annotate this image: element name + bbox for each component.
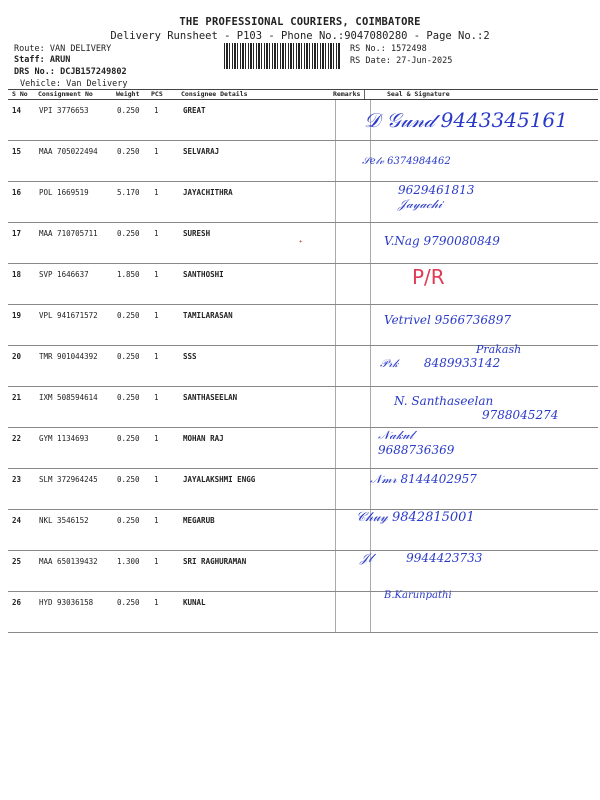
- rs-date-value: 27-Jun-2025: [396, 56, 453, 66]
- row-remarks: [336, 223, 371, 264]
- remark-row-18: P/R: [412, 265, 445, 289]
- name-row-26: B.Karunpathi: [384, 590, 452, 601]
- phone-row-23: 8144402957: [400, 472, 477, 486]
- row-remarks: [336, 100, 371, 141]
- col-details: Consignee Details: [181, 90, 248, 98]
- signature-row-20: Prakash 𝒫𝓇𝓀 8489933142: [380, 343, 522, 370]
- row-consignee-details: SSS: [183, 346, 336, 387]
- route-value: VAN DELIVERY: [49, 44, 112, 54]
- row-consignee-details: MEGARUB: [183, 510, 336, 551]
- signature-row-15: 𝒮𝑒𝓁𝓋 6374984462: [362, 156, 451, 167]
- row-sno: 21: [8, 387, 39, 428]
- row-signature: [371, 100, 599, 141]
- col-sno: S No: [12, 90, 28, 98]
- row-consignee-details: JAYACHITHRA: [183, 182, 336, 223]
- row-pcs: 1: [154, 100, 183, 141]
- row-signature: [371, 551, 599, 592]
- row-consignment-no: NKL 3546152: [39, 510, 117, 551]
- row-pcs: 1: [154, 223, 183, 264]
- row-remarks: [336, 387, 371, 428]
- col-consignment: Consignment No: [38, 90, 93, 98]
- row-consignment-no: IXM 508594614: [39, 387, 117, 428]
- table-row: [8, 141, 598, 182]
- row-consignment-no: VPI 3776653: [39, 100, 117, 141]
- row-signature: [371, 141, 599, 182]
- row-remarks: [336, 551, 371, 592]
- row-signature: [371, 264, 599, 305]
- table-row: [8, 100, 598, 141]
- stray-mark: ⁺: [298, 239, 304, 249]
- row-remarks: [336, 469, 371, 510]
- row-consignee-details: SANTHOSHI: [183, 264, 336, 305]
- phone-row-21: 9788045274: [482, 408, 559, 422]
- rs-date-label: RS Date:: [350, 56, 391, 66]
- row-consignment-no: GYM 1134693: [39, 428, 117, 469]
- phone-row-22: 9688736369: [378, 443, 455, 457]
- document-title: THE PROFESSIONAL COURIERS, COIMBATORE: [179, 16, 421, 28]
- row-sno: 18: [8, 264, 39, 305]
- row-sno: 15: [8, 141, 39, 182]
- vehicle-label: Vehicle:: [20, 79, 61, 89]
- row-pcs: 1: [154, 592, 183, 633]
- col-pcs: PCS: [151, 90, 163, 98]
- row-weight: 0.250: [117, 469, 154, 510]
- col-divider: [364, 90, 365, 99]
- row-pcs: 1: [154, 387, 183, 428]
- row-sno: 23: [8, 469, 39, 510]
- signature-row-22: 𝒩𝒶𝓀𝓊𝓁 9688736369: [378, 428, 455, 457]
- rs-date-line: [350, 56, 452, 66]
- row-consignee-details: SRI RAGHURAMAN: [183, 551, 336, 592]
- row-weight: 0.250: [117, 428, 154, 469]
- row-pcs: 1: [154, 264, 183, 305]
- row-consignee-details: KUNAL: [183, 592, 336, 633]
- row-pcs: 1: [154, 551, 183, 592]
- barcode: [224, 43, 340, 69]
- table-row: [8, 551, 598, 592]
- row-weight: 5.170: [117, 182, 154, 223]
- name-row-21: N. Santhaseelan: [394, 394, 494, 408]
- phone-row-15: 6374984462: [387, 156, 451, 167]
- name-row-20: Prakash: [476, 343, 522, 356]
- table-row: [8, 305, 598, 346]
- row-consignee-details: MOHAN RAJ: [183, 428, 336, 469]
- route-label: Route:: [14, 44, 45, 54]
- col-weight: Weight: [116, 90, 140, 98]
- row-weight: 0.250: [117, 387, 154, 428]
- row-sno: 19: [8, 305, 39, 346]
- row-consignment-no: MAA 710705711: [39, 223, 117, 264]
- vehicle-value: Van Delivery: [66, 79, 128, 89]
- phone-row-20: 8489933142: [423, 356, 501, 370]
- phone-row-17: 9790080849: [423, 234, 500, 248]
- row-pcs: 1: [154, 428, 183, 469]
- row-consignee-details: SURESH: [183, 223, 336, 264]
- table-row: [8, 387, 598, 428]
- row-pcs: 1: [154, 182, 183, 223]
- row-weight: 0.250: [117, 346, 154, 387]
- row-remarks: [336, 264, 371, 305]
- row-sno: 14: [8, 100, 39, 141]
- row-signature: [371, 510, 599, 551]
- signature-row-16: 9629461813 𝒥𝒶𝓎𝒶𝒸𝒽𝒾: [398, 183, 475, 211]
- row-signature: [371, 182, 599, 223]
- document-subtitle: Delivery Runsheet - P103 - Phone No.:9047080280 - Page No.:2: [110, 30, 490, 42]
- row-consignment-no: TMR 901044392: [39, 346, 117, 387]
- row-weight: 1.300: [117, 551, 154, 592]
- row-signature: [371, 305, 599, 346]
- row-consignee-details: GREAT: [183, 100, 336, 141]
- table-row: [8, 264, 598, 305]
- row-weight: 1.850: [117, 264, 154, 305]
- signature-row-19: Vetrivel 9566736897: [384, 313, 511, 327]
- row-remarks: [336, 510, 371, 551]
- row-sno: 26: [8, 592, 39, 633]
- signature-row-14: 𝒟 𝒢𝓊𝓃𝒹 9443345161: [364, 108, 568, 132]
- row-signature: [371, 387, 599, 428]
- phone-row-24: 9842815001: [391, 510, 475, 525]
- rs-no-label: RS No.:: [350, 44, 386, 54]
- row-remarks: [336, 141, 371, 182]
- signature-row-17: V.Nag 9790080849: [384, 234, 500, 248]
- row-weight: 0.250: [117, 141, 154, 182]
- delivery-table: [8, 100, 598, 633]
- row-consignment-no: MAA 705022494: [39, 141, 117, 182]
- row-sno: 25: [8, 551, 39, 592]
- table-row: [8, 469, 598, 510]
- row-consignee-details: SELVARAJ: [183, 141, 336, 182]
- row-consignment-no: MAA 650139432: [39, 551, 117, 592]
- route-line: [14, 44, 111, 54]
- row-signature: [371, 469, 599, 510]
- row-remarks: [336, 428, 371, 469]
- row-weight: 0.250: [117, 223, 154, 264]
- row-consignment-no: SLM 372964245: [39, 469, 117, 510]
- delivery-table-body: [8, 100, 598, 633]
- row-consignment-no: POL 1669519: [39, 182, 117, 223]
- table-row: [8, 428, 598, 469]
- phone-row-16: 9629461813: [398, 183, 475, 197]
- row-weight: 0.250: [117, 305, 154, 346]
- row-remarks: [336, 182, 371, 223]
- row-sno: 20: [8, 346, 39, 387]
- row-pcs: 1: [154, 305, 183, 346]
- row-sno: 22: [8, 428, 39, 469]
- staff-value: ARUN: [49, 55, 71, 65]
- col-signature: Seal & Signature: [387, 90, 450, 98]
- signature-row-25: 𝒥𝓁 9944423733: [360, 551, 483, 565]
- row-consignment-no: HYD 93036158: [39, 592, 117, 633]
- table-row: [8, 592, 598, 633]
- row-consignee-details: SANTHASEELAN: [183, 387, 336, 428]
- row-sno: 16: [8, 182, 39, 223]
- vehicle-line: [20, 79, 128, 89]
- row-consignment-no: SVP 1646637: [39, 264, 117, 305]
- row-consignee-details: JAYALAKSHMI ENGG: [183, 469, 336, 510]
- drs-line: [14, 67, 127, 77]
- row-sno: 24: [8, 510, 39, 551]
- phone-row-14: 9443345161: [440, 108, 568, 132]
- table-row: [8, 510, 598, 551]
- row-sno: 17: [8, 223, 39, 264]
- staff-line: [14, 55, 70, 65]
- row-pcs: 1: [154, 346, 183, 387]
- phone-row-25: 9944423733: [406, 551, 483, 565]
- row-pcs: 1: [154, 141, 183, 182]
- row-consignee-details: TAMILARASAN: [183, 305, 336, 346]
- signature-row-23: 𝒩𝓂𝓇 8144402957: [370, 472, 477, 486]
- col-remarks: Remarks: [333, 90, 361, 98]
- row-signature: [371, 428, 599, 469]
- row-signature: [371, 346, 599, 387]
- row-signature: [371, 223, 599, 264]
- rs-no-value: 1572498: [390, 44, 427, 54]
- row-remarks: [336, 305, 371, 346]
- rs-no-line: [350, 44, 427, 54]
- row-weight: 0.250: [117, 592, 154, 633]
- header-rule-top: [8, 89, 598, 90]
- drs-value: DCJB157249802: [60, 67, 127, 77]
- row-weight: 0.250: [117, 510, 154, 551]
- signature-row-24: 𝒞𝒽𝓊𝓎 9842815001: [356, 510, 475, 525]
- row-remarks: [336, 592, 371, 633]
- row-signature: [371, 592, 599, 633]
- table-row: [8, 182, 598, 223]
- staff-label: Staff:: [14, 55, 45, 65]
- row-weight: 0.250: [117, 100, 154, 141]
- row-remarks: [336, 346, 371, 387]
- drs-label: DRS No.:: [14, 67, 55, 77]
- row-consignment-no: VPL 941671572: [39, 305, 117, 346]
- table-row: [8, 346, 598, 387]
- row-pcs: 1: [154, 510, 183, 551]
- phone-row-19: 9566736897: [434, 313, 511, 327]
- row-pcs: 1: [154, 469, 183, 510]
